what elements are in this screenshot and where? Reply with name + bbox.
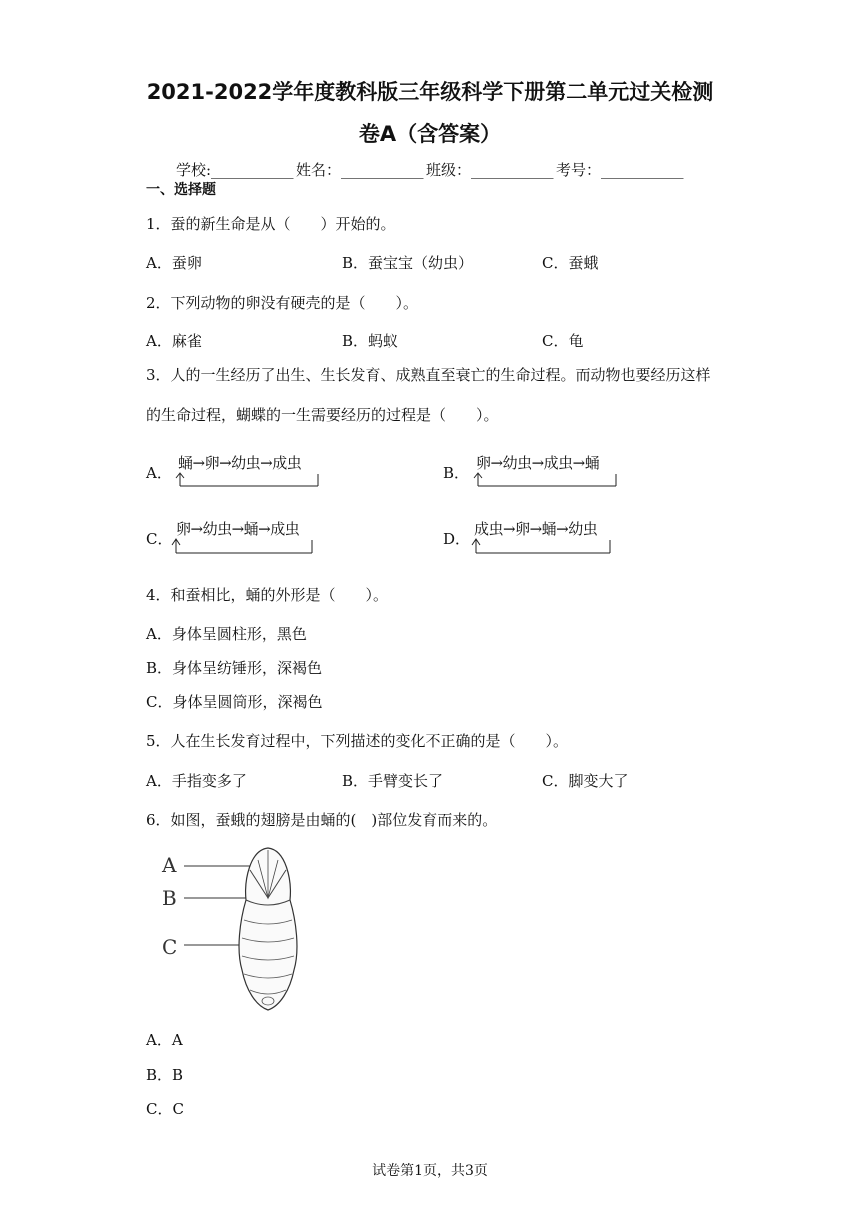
question-3-stem-line2: 的生命过程，蝴蝶的一生需要经历的过程是（ ）。 bbox=[146, 406, 499, 424]
question-6-option-b: B．B bbox=[146, 1066, 184, 1084]
question-3-option-a-label: A． bbox=[146, 464, 172, 482]
pupa-diagram bbox=[146, 840, 346, 1020]
question-4-stem: 4．和蚕相比，蛹的外形是（ ）。 bbox=[146, 586, 389, 604]
question-6-option-a: A．A bbox=[146, 1031, 183, 1049]
flow-text: 蛹→卵→幼虫→成虫 bbox=[178, 454, 302, 472]
question-3-option-b-diagram bbox=[470, 454, 620, 494]
question-3-option-b-label: B． bbox=[443, 464, 470, 482]
question-2-option-a: A．麻雀 bbox=[146, 332, 202, 350]
document-title-line2: 卷A（含答案） bbox=[358, 122, 502, 146]
name-field: 姓名：___________ bbox=[296, 161, 424, 179]
question-2-stem: 2．下列动物的卵没有硬壳的是（ ）。 bbox=[146, 294, 419, 312]
school-field: 学校:___________ bbox=[176, 161, 294, 179]
page-footer: 试卷第1页，共3页 bbox=[372, 1163, 488, 1179]
question-5-stem: 5．人在生长发育过程中，下列描述的变化不正确的是（ ）。 bbox=[146, 732, 569, 750]
exam-number-field: 考号：___________ bbox=[556, 161, 684, 179]
question-3-stem-line1: 3．人的一生经历了出生、生长发育、成熟直至衰亡的生命过程。而动物也要经历这样 bbox=[146, 366, 711, 384]
question-3-option-d-label: D． bbox=[443, 530, 471, 548]
diagram-label-b: B bbox=[162, 886, 177, 910]
question-6-option-c: C．C bbox=[146, 1100, 184, 1118]
class-field: 班级：___________ bbox=[426, 161, 554, 179]
cycle-arrow-icon bbox=[470, 454, 620, 494]
question-4-option-b: B．身体呈纺锤形，深褐色 bbox=[146, 659, 323, 677]
question-1-stem: 1．蚕的新生命是从（ ）开始的。 bbox=[146, 215, 396, 233]
question-3-option-c-label: C． bbox=[146, 530, 173, 548]
question-1-option-a: A．蚕卵 bbox=[146, 254, 202, 272]
flow-text: 卵→幼虫→蛹→成虫 bbox=[176, 520, 300, 538]
flow-text: 成虫→卵→蛹→幼虫 bbox=[474, 520, 598, 538]
question-1-option-c: C．蚕蛾 bbox=[542, 254, 599, 272]
flow-text: 卵→幼虫→成虫→蛹 bbox=[476, 454, 600, 472]
question-5-option-b: B．手臂变长了 bbox=[342, 772, 444, 790]
question-4-option-a: A．身体呈圆柱形，黑色 bbox=[146, 625, 307, 643]
cycle-arrow-icon bbox=[172, 454, 322, 494]
question-5-option-a: A．手指变多了 bbox=[146, 772, 247, 790]
question-5-option-c: C．脚变大了 bbox=[542, 772, 629, 790]
diagram-label-a: A bbox=[162, 853, 177, 877]
question-3-option-c-diagram bbox=[170, 520, 320, 560]
question-1-option-b: B．蚕宝宝（幼虫） bbox=[342, 254, 474, 272]
cycle-arrow-icon bbox=[468, 520, 618, 560]
question-2-option-c: C．龟 bbox=[542, 332, 584, 350]
question-6-stem: 6．如图，蚕蛾的翅膀是由蛹的( )部位发育而来的。 bbox=[146, 811, 498, 829]
cycle-arrow-icon bbox=[170, 520, 320, 560]
section-heading: 一、选择题 bbox=[146, 182, 216, 198]
question-2-option-b: B．蚂蚁 bbox=[342, 332, 399, 350]
question-3-option-a-diagram bbox=[172, 454, 322, 494]
document-title-line1: 2021-2022学年度教科版三年级科学下册第二单元过关检测 bbox=[146, 80, 714, 104]
question-3-option-d-diagram bbox=[468, 520, 618, 560]
diagram-label-c: C bbox=[162, 935, 178, 959]
question-4-option-c: C．身体呈圆筒形，深褐色 bbox=[146, 693, 323, 711]
